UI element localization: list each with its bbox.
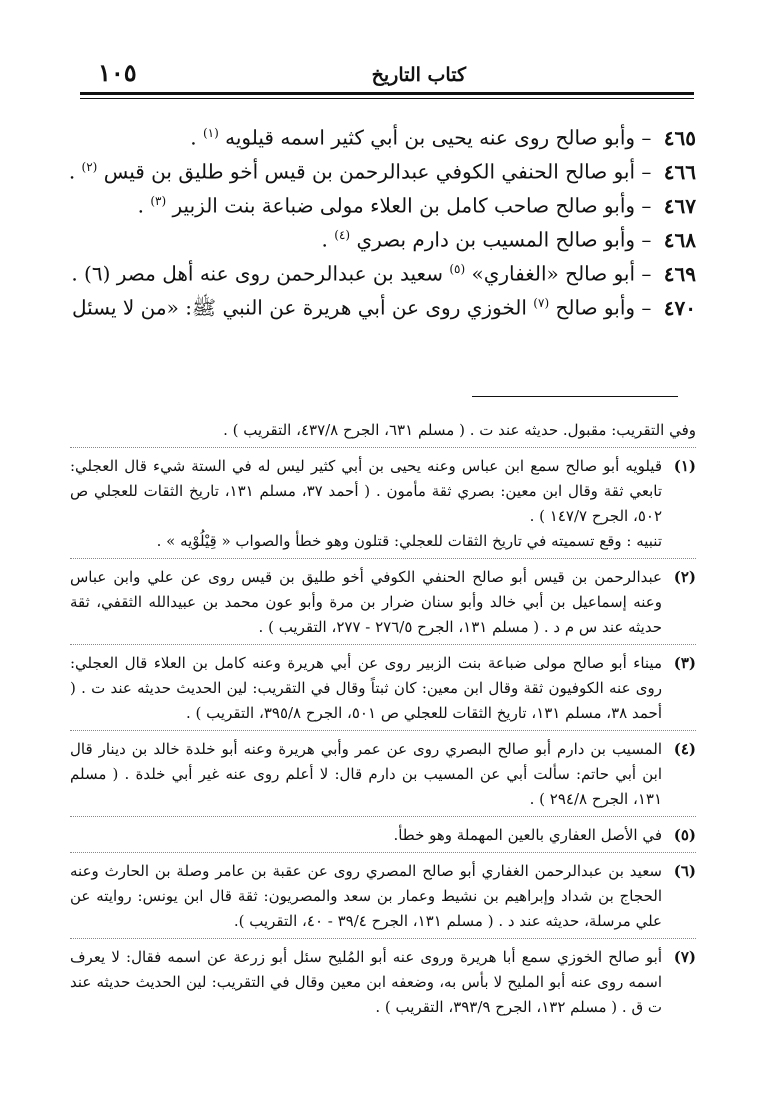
entry-465 xyxy=(76,116,696,150)
footnote-text: أبو صالح الخوزي سمع أبا هريرة وروى عنه أبو المُليح سئل أبو زرعة عن اسمه فقال: لا يعرف اسمه روى عنه أبو المليح لا بأس به، وضعفه ابن معين وقال في التقريب: لين الحديث حديثه عند ت ق . ( مسلم ١٣٢، الجرح ٣٩٣/٩، التقريب ) . xyxy=(70,948,662,1016)
footnote-note: تنبيه : وقع تسميته في تاريخ الثقات للعجلي: قتلون وهو خطأ والصواب « قِيْلُوْيه » . xyxy=(156,532,662,550)
footnote-7 xyxy=(70,945,696,1024)
entry-tail: . xyxy=(321,227,328,252)
entry-number: ٤٧٠ xyxy=(663,295,696,320)
entry-tail: سعيد بن عبدالرحمن روى عنه أهل مصر (٦) . xyxy=(71,261,443,286)
header-rule-thick xyxy=(80,92,694,95)
entry-text: – أبو صالح «الغفاري» xyxy=(471,261,652,286)
footnote-marker: (٢) xyxy=(673,568,696,586)
footnote-ref[interactable]: (٣) xyxy=(150,194,167,208)
footnote-text: في الأصل العفاري بالعين المهملة وهو خطأ. xyxy=(393,826,662,844)
footnote-1 xyxy=(70,454,696,559)
footnote-text: ميناء أبو صالح مولى ضباعة بنت الزبير روى عن أبي هريرة وعنه كامل بن العلاء قال العجلي: روى عنه الكوفيون ثقة وقال ابن معين: كان ثبتاً وقال في التقريب: لين الحديث حديثه عند ت . ( أحمد ٣٨، مسلم ١٣١، تاريخ الثقات للعجلي ص ٥٠١، الجرح ٣٩٥/٨، التقريب ) . xyxy=(70,654,662,722)
footnote-ref[interactable]: (٥) xyxy=(449,262,466,276)
header-rule-thin xyxy=(80,98,694,99)
page-header xyxy=(86,56,692,96)
entry-text: – وأبو صالح xyxy=(555,295,652,320)
entry-number: ٤٦٩ xyxy=(663,261,696,286)
footnote-text: المسيب بن دارم أبو صالح البصري روى عن عمر وأبي هريرة وعنه أبو خلدة خالد بن دينار قال ابن أبي حاتم: سألت أبي عن المسيب بن دارم قال: لا أعلم روى عنه غير أبي خلدة . ( مسلم ١٣١، الجرح ٢٩٤/٨ ) . xyxy=(70,740,662,808)
entry-number: ٤٦٧ xyxy=(663,193,696,218)
entry-470 xyxy=(71,286,696,320)
footnote-carryover-text: وفي التقريب: مقبول. حديثه عند ت . ( مسلم ٦٣١، الجرح ٤٣٧/٨، التقريب ) . xyxy=(223,421,696,439)
footnote-text: قيلويه أبو صالح سمع ابن عباس وعنه يحيى بن أبي كثير ليس له في الستة شيء قال العجلي: تابعي ثقة وقال ابن معين: بصري ثقة مأمون . ( أحمد ٣٧، مسلم ١٣١، تاريخ الثقات للعجلي ص ٥٠٢، الجرح ١٤٧/٧ ) . xyxy=(70,457,663,525)
entry-467 xyxy=(76,184,696,218)
footnote-5 xyxy=(70,823,696,853)
entry-number: ٤٦٥ xyxy=(663,125,696,150)
entry-number: ٤٦٨ xyxy=(663,227,696,252)
footnote-3 xyxy=(70,651,696,731)
footnote-carryover xyxy=(70,418,696,448)
footnote-marker: (٤) xyxy=(673,740,696,758)
footnote-ref[interactable]: (٧) xyxy=(533,296,550,310)
entry-tail: . xyxy=(68,159,76,184)
entry-tail: . xyxy=(137,193,144,218)
footnote-marker-spacer xyxy=(662,529,696,554)
footnote-marker: (٧) xyxy=(673,948,696,966)
footnote-text: عبدالرحمن بن قيس أبو صالح الحنفي الكوفي أخو طليق بن قيس روى عن علي وابن عباس وعنه إسماعيل بن أبي خالد وأبو سنان ضرار بن مرة وأبو عون محمد بن عبيدالله الثقفي، ثقة حديثه عند س م د . ( مسلم ١٣١، الجرح ٢٧٦/٥ - ٢٧٧، التقريب ) . xyxy=(70,568,662,636)
entries-list xyxy=(68,116,696,320)
footnote-2 xyxy=(70,565,696,645)
footnote-marker: (١) xyxy=(673,457,696,475)
entry-466 xyxy=(68,150,696,184)
footnote-ref[interactable]: (٤) xyxy=(334,228,351,242)
footnote-4 xyxy=(70,737,696,817)
entry-text: – وأبو صالح صاحب كامل بن العلاء مولى ضباعة بنت الزبير xyxy=(172,193,652,218)
page-number: ١٠٥ xyxy=(98,58,137,87)
footnote-separator xyxy=(472,396,678,397)
footnote-6 xyxy=(70,859,696,939)
footnote-marker: (٥) xyxy=(673,826,696,844)
entry-text: – وأبو صالح المسيب بن دارم بصري xyxy=(356,227,652,252)
entry-number: ٤٦٦ xyxy=(663,159,696,184)
entry-468 xyxy=(76,218,696,252)
footnote-marker: (٣) xyxy=(673,654,696,672)
footnote-text: سعيد بن عبدالرحمن الغفاري أبو صالح المصري روى عن عقبة بن عامر وصلة بن الحارث وعنه الحجاج بن شداد وإبراهيم بن نشيط وعمار بن سعد والمصريون: ثقة قال ابن يونس: روايته عن علي مرسلة، حديثه عند د . ( مسلم ١٣١، الجرح ٣٩/٤ - ٤٠، التقريب ). xyxy=(70,862,662,930)
running-title: كتاب التاريخ xyxy=(371,64,466,86)
footnote-marker: (٦) xyxy=(673,862,696,880)
entry-tail: . xyxy=(190,125,197,150)
footnotes-section xyxy=(70,418,696,1030)
footnote-ref[interactable]: (٢) xyxy=(81,160,98,174)
footnote-ref[interactable]: (١) xyxy=(202,126,219,140)
entry-text: – أبو صالح الحنفي الكوفي عبدالرحمن بن قيس أخو طليق بن قيس xyxy=(103,159,652,184)
entry-469 xyxy=(71,252,696,286)
entry-tail: الخوزي روى عن أبي هريرة عن النبي ﷺ: «من لا يسئل xyxy=(71,295,527,320)
entry-text: – وأبو صالح روى عنه يحيى بن أبي كثير اسمه قيلويه xyxy=(225,125,652,150)
